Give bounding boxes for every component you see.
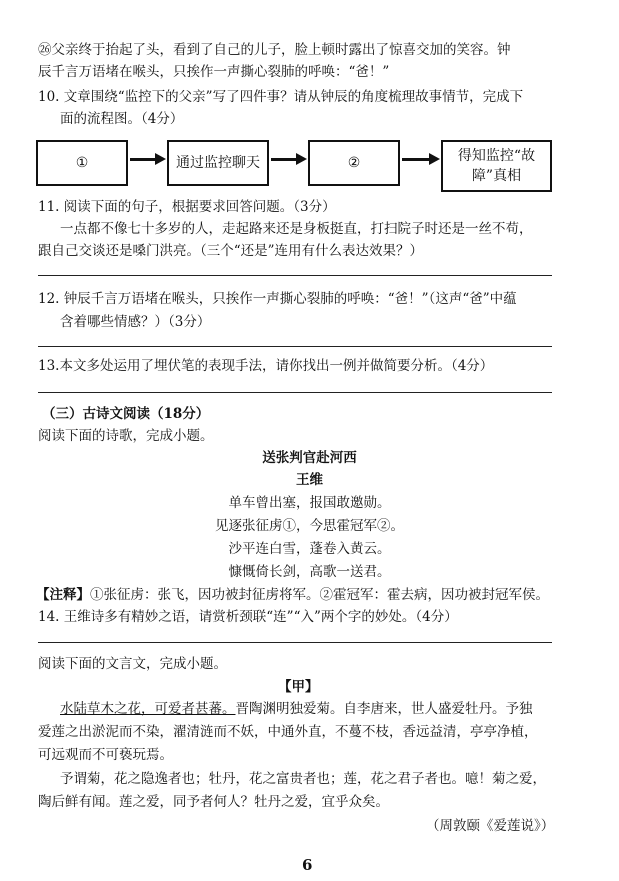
section-3-intro: 阅读下面的诗歌，完成小题。 — [38, 428, 214, 444]
flow-arrow-3 — [402, 150, 440, 168]
classical-intro: 阅读下面的文言文，完成小题。 — [38, 656, 227, 672]
classical-paragraph-1-line-1 — [60, 700, 533, 718]
poem-line-1: 单车曾出塞，报国敢邀勋。 — [228, 495, 391, 511]
flow-arrow-1 — [130, 150, 166, 168]
flow-box-4 — [441, 140, 552, 192]
poem-title: 送张判官赴河西 — [262, 450, 357, 466]
poem-line-3: 沙平连白雪，蓬卷入黄云。 — [228, 541, 391, 557]
section-3-heading: （三）古诗文阅读（18分） — [42, 406, 210, 422]
answer-line-11 — [38, 275, 552, 276]
question-13-line-1: 13.本文多处运用了埋伏笔的表现手法，请你找出一例并做简要分析。（4分） — [38, 358, 494, 374]
question-12-line-2: 含着哪些情感？）（3分） — [60, 314, 211, 330]
flow-box-4-label-line-2: 障”真相 — [471, 168, 522, 184]
flow-box-2 — [167, 140, 269, 186]
poem-line-2: 见逐张征虏①，今思霍冠军②。 — [215, 518, 404, 534]
question-10-line-1: 10. 文章围绕“监控下的父亲”写了四件事？请从钟辰的角度梳理故事情节，完成下 — [38, 89, 524, 105]
flow-box-3-label: ② — [347, 155, 361, 171]
question-11-line-1: 11. 阅读下面的句子，根据要求回答问题。（3分） — [38, 199, 336, 215]
flow-box-2-label: 通过监控聊天 — [176, 155, 260, 171]
answer-line-13 — [38, 392, 552, 393]
flow-box-1-label: ① — [75, 155, 89, 171]
flow-box-3 — [308, 140, 400, 186]
question-14-line-1: 14. 王维诗多有精妙之语，请赏析颈联“连”“入”两个字的妙处。（4分） — [38, 609, 458, 625]
question-12-line-1: 12. 钟辰千言万语堵在喉头，只挨作一声撕心裂肺的呼唤：“爸！”（这声“爸”中蕴 — [38, 291, 517, 307]
classical-paragraph-2-line-1: 予谓菊，花之隐逸者也；牡丹，花之富贵者也；莲，花之君子者也。噫！菊之爱， — [60, 771, 546, 787]
question-10-line-2: 面的流程图。（4分） — [60, 111, 184, 127]
poem-author: 王维 — [296, 472, 323, 488]
classical-underlined-sentence: 水陆草木之花，可爱者甚蕃。 — [60, 701, 236, 717]
poem-line-4: 慷慨倚长剑，高歌一送君。 — [228, 564, 391, 580]
classical-paragraph-1-line-1-rest: 晋陶渊明独爱菊。自李唐来，世人盛爱牡丹。予独 — [235, 701, 533, 717]
classical-paragraph-1-line-3: 可远观而不可亵玩焉。 — [38, 747, 173, 763]
story-end-line-2: 辰千言万语堵在喉头，只挨作一声撕心裂肺的呼唤：“爸！” — [38, 64, 390, 80]
poem-notes-label: 【注释】 — [36, 587, 90, 603]
story-end-line-1: ㉖父亲终于抬起了头，看到了自己的儿子，脸上顿时露出了惊喜交加的笑容。钟 — [38, 42, 511, 58]
classical-paragraph-2-line-2: 陶后鲜有闻。莲之爱，同予者何人？牡丹之爱，宜乎众矣。 — [38, 794, 389, 810]
classical-marker: 【甲】 — [278, 679, 319, 695]
flow-box-4-label-line-1: 得知监控“故 — [457, 148, 536, 164]
flow-box-1 — [36, 140, 128, 186]
question-11-quote-line-2: 跟自己交谈还是嗓门洪亮。（三个“还是”连用有什么表达效果？） — [38, 243, 424, 259]
flow-arrow-2 — [271, 150, 307, 168]
classical-source: （周敦颐《爱莲说》） — [426, 818, 555, 834]
classical-paragraph-1-line-2: 爱莲之出淤泥而不染，濯清涟而不妖，中通外直，不蔓不枝，香远益清，亭亭净植， — [38, 724, 538, 740]
question-11-quote-line-1: 一点都不像七十多岁的人，走起路来还是身板挺直，打扫院子时还是一丝不苟， — [60, 221, 533, 237]
poem-notes — [36, 586, 549, 604]
answer-line-14 — [38, 642, 552, 643]
poem-notes-text: ①张征虏：张飞，因功被封征虏将军。②霍冠军：霍去病，因功被封冠军侯。 — [90, 587, 549, 603]
answer-line-12 — [38, 346, 552, 347]
page-number: 6 — [302, 856, 313, 874]
